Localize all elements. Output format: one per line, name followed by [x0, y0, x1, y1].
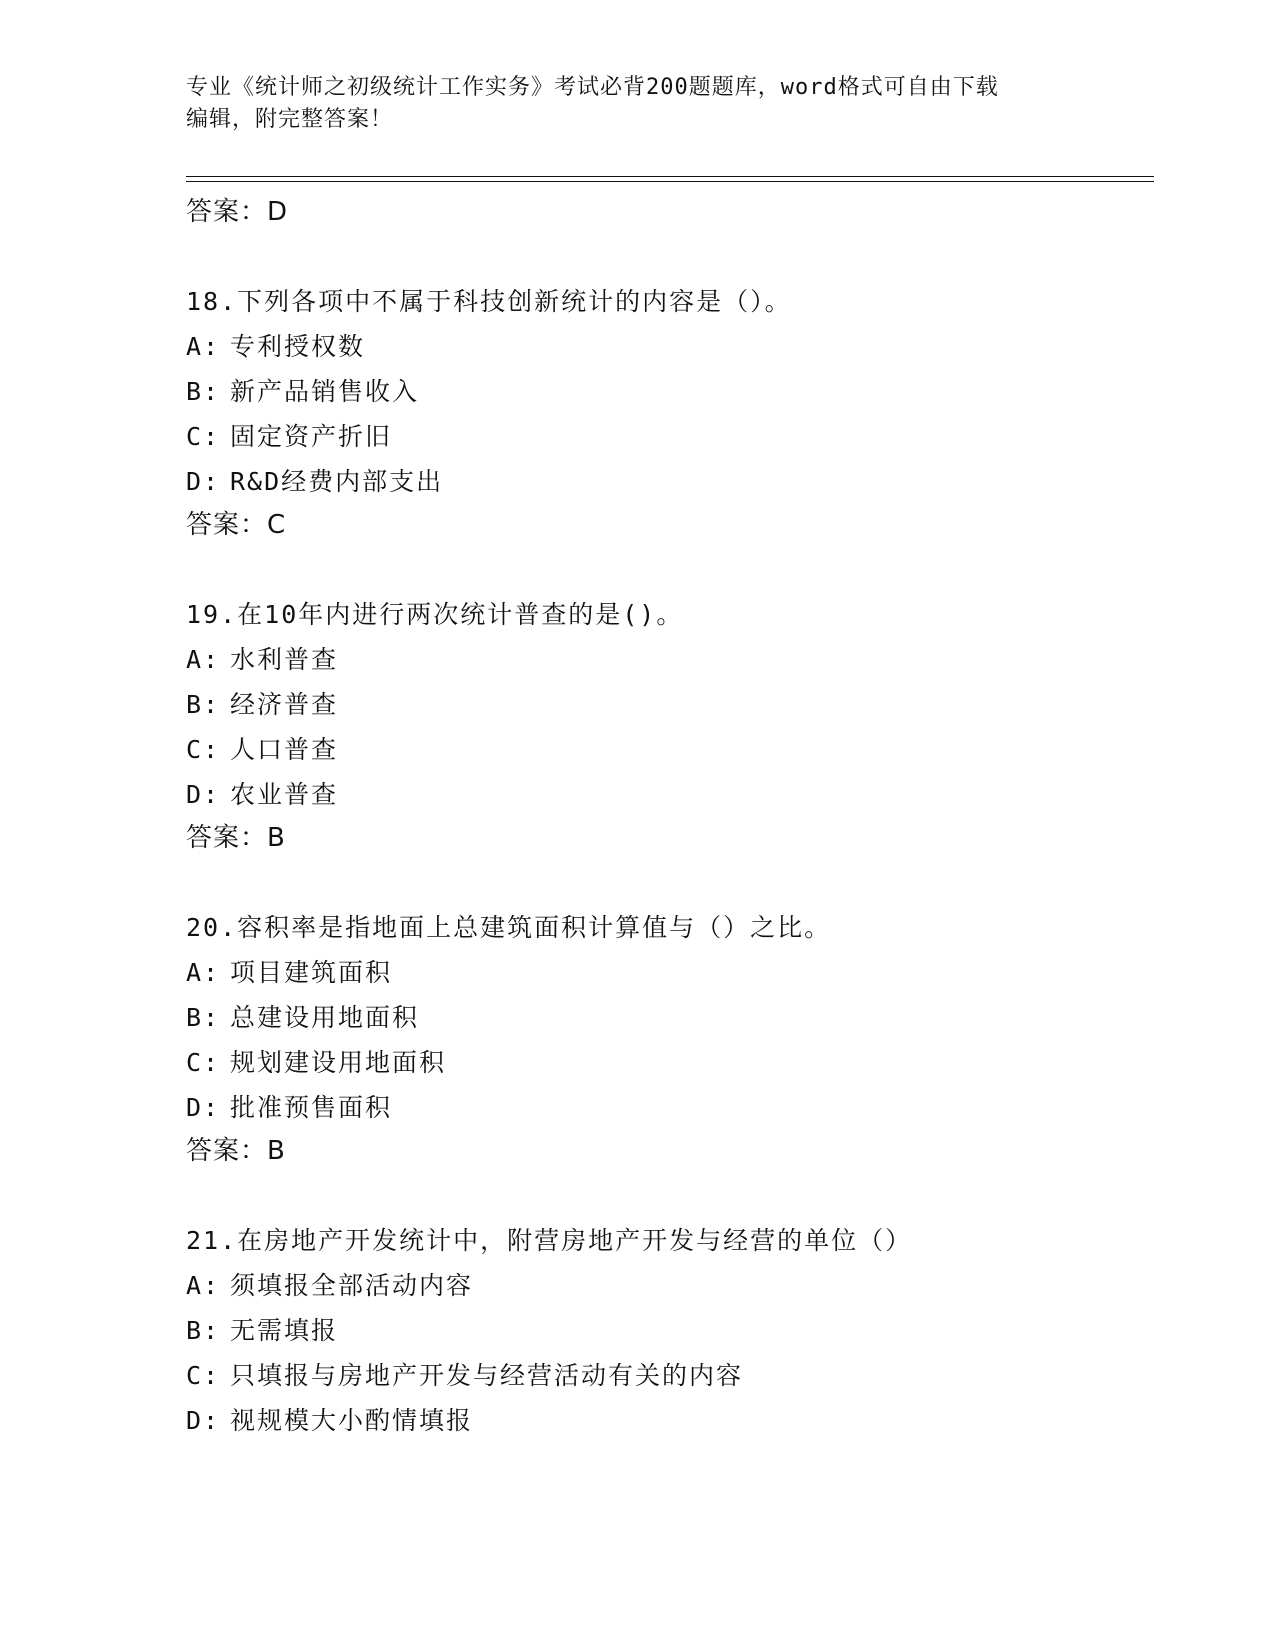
option-a — [186, 1269, 1154, 1303]
option-b — [186, 1001, 1154, 1035]
option-c — [186, 1359, 1154, 1393]
option-letter: A: — [186, 645, 221, 674]
option-b — [186, 1314, 1154, 1348]
option-text: 农业普查 — [230, 780, 339, 809]
answer-line: 答案：C — [186, 510, 287, 540]
option-text: 固定资产折旧 — [230, 422, 393, 451]
header-divider — [186, 176, 1154, 177]
question-text: 18.下列各项中不属于科技创新统计的内容是（）。 — [186, 287, 792, 316]
option-letter: C: — [186, 422, 221, 451]
option-d — [186, 1404, 1154, 1438]
option-text: 须填报全部活动内容 — [230, 1271, 474, 1300]
option-letter: A: — [186, 958, 221, 987]
option-text: 无需填报 — [230, 1316, 339, 1345]
question-item — [186, 285, 1154, 542]
header-line-1: 专业《统计师之初级统计工作实务》考试必背200题题库，word格式可自由下载 — [186, 75, 999, 100]
option-a — [186, 643, 1154, 677]
question-text: 21.在房地产开发统计中，附营房地产开发与经营的单位（） — [186, 1226, 913, 1255]
answer-line: 答案：B — [186, 823, 286, 853]
option-d — [186, 778, 1154, 812]
option-text: 总建设用地面积 — [230, 1003, 420, 1032]
header-divider-double — [186, 181, 1154, 182]
question-list — [186, 195, 1154, 1438]
option-letter: C: — [186, 1361, 221, 1390]
option-text: 人口普查 — [230, 735, 339, 764]
option-text: 经济普查 — [230, 690, 339, 719]
option-text: 批准预售面积 — [230, 1093, 393, 1122]
option-c — [186, 420, 1154, 454]
document-header — [186, 72, 1066, 136]
option-text: 视规模大小酌情填报 — [230, 1406, 474, 1435]
question-item — [186, 598, 1154, 855]
option-text: 水利普查 — [230, 645, 339, 674]
option-text: 项目建筑面积 — [230, 958, 393, 987]
option-text: 新产品销售收入 — [230, 377, 420, 406]
option-b — [186, 375, 1154, 409]
header-line-2: 编辑，附完整答案！ — [186, 107, 394, 132]
option-letter: D: — [186, 1093, 221, 1122]
option-a — [186, 330, 1154, 364]
answer-line: 答案：D — [186, 197, 289, 227]
option-letter: C: — [186, 735, 221, 764]
option-letter: C: — [186, 1048, 221, 1077]
option-letter: B: — [186, 1003, 221, 1032]
option-text: R&D经费内部支出 — [230, 467, 444, 496]
option-letter: D: — [186, 780, 221, 809]
answer-line: 答案：B — [186, 1136, 286, 1166]
question-text: 20.容积率是指地面上总建筑面积计算值与（）之比。 — [186, 913, 832, 942]
option-text: 只填报与房地产开发与经营活动有关的内容 — [230, 1361, 744, 1390]
question-text: 19.在10年内进行两次统计普查的是()。 — [186, 600, 684, 629]
option-c — [186, 733, 1154, 767]
question-item — [186, 1224, 1154, 1438]
option-c — [186, 1046, 1154, 1080]
option-text: 规划建设用地面积 — [230, 1048, 447, 1077]
option-letter: B: — [186, 690, 221, 719]
option-d — [186, 1091, 1154, 1125]
option-letter: D: — [186, 1406, 221, 1435]
option-letter: B: — [186, 1316, 221, 1345]
option-letter: A: — [186, 1271, 221, 1300]
option-b — [186, 688, 1154, 722]
option-letter: B: — [186, 377, 221, 406]
option-letter: D: — [186, 467, 221, 496]
option-letter: A: — [186, 332, 221, 361]
option-a — [186, 956, 1154, 990]
option-text: 专利授权数 — [230, 332, 366, 361]
option-d — [186, 465, 1154, 499]
question-item — [186, 911, 1154, 1168]
